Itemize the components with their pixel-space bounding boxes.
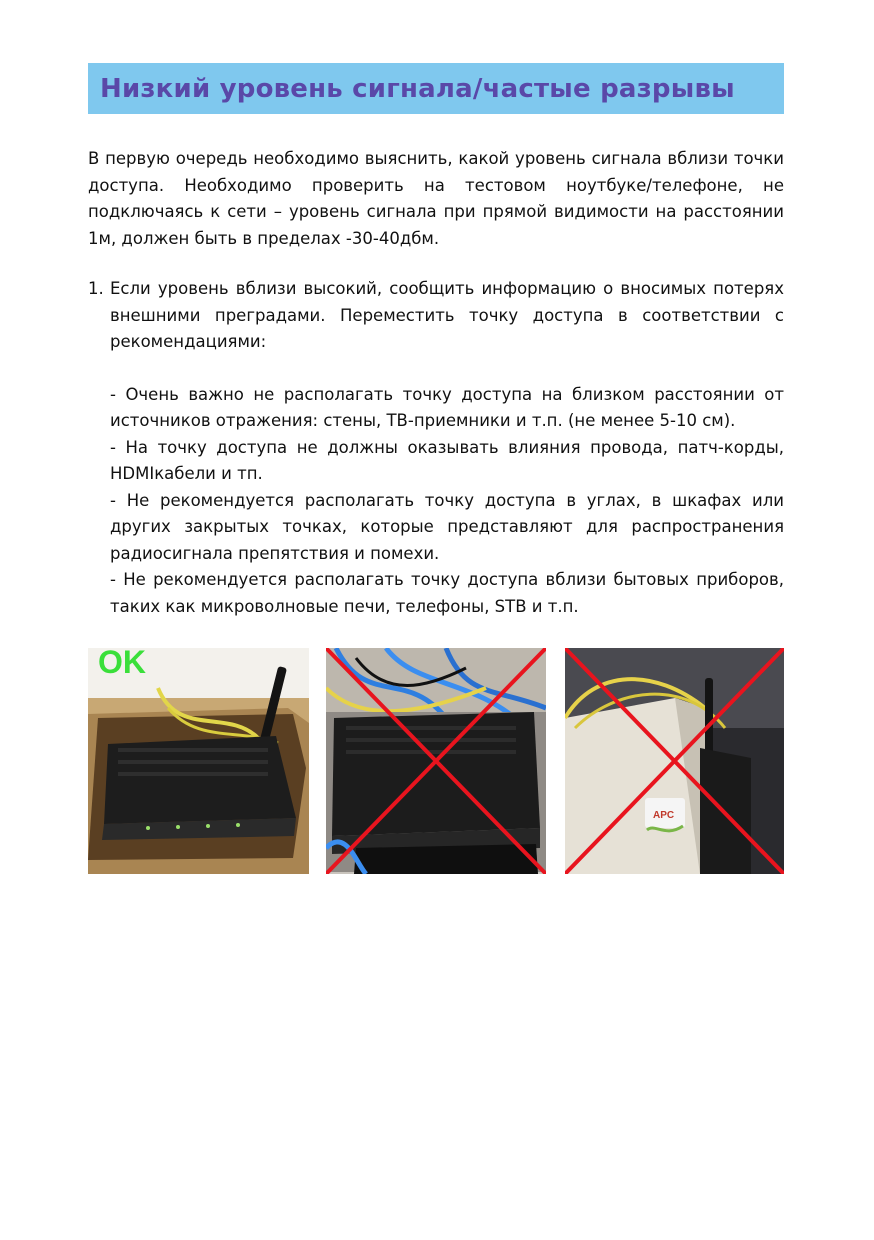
- intro-paragraph: В первую очередь необходимо выяснить, какой уровень сигнала вблизи точки доступа. Необходимо проверить на тестовом ноутбуке/телефоне, не подключаясь к сети – уровень сигнала при прямой видимости на расстоянии 1м, должен быть в пределах -30-40дбм.: [88, 149, 784, 248]
- recommendation-corners: - Не рекомендуется располагать точку доступа в углах, в шкафах или других закрытых точках, которые представляют для распространения радиосигнала препятствия и помехи.: [110, 490, 784, 563]
- svg-text:APC: APC: [653, 810, 675, 821]
- recommendation-reflection: - Очень важно не располагать точку доступа на близком расстоянии от источников отражения: стены, ТВ-приемники и т.п. (не менее 5-10 см).: [110, 384, 784, 430]
- list-item-text: Если уровень вблизи высокий, сообщить информацию о вносимых потерях внешними преградами. Переместить точку доступа в соответствии с рекомендациями:: [110, 279, 784, 351]
- list-item: [88, 276, 784, 356]
- heading-bar: [88, 63, 784, 114]
- router-ups-image: [565, 648, 784, 874]
- photo-correct-placement: [88, 648, 309, 874]
- router-cables-image: [326, 648, 546, 874]
- photo-near-appliance-bad: [565, 648, 784, 874]
- recommendations-list: [88, 276, 784, 620]
- recommendation-cables: - На точку доступа не должны оказывать влияния провода, патч-корды, HDMIкабели и тп.: [110, 437, 784, 483]
- ok-label: OK: [98, 648, 146, 680]
- photo-cables-bad: [326, 648, 546, 874]
- page-title: Низкий уровень сигнала/частые разрывы: [100, 73, 735, 104]
- router-ok-image: [88, 648, 309, 874]
- list-number: 1.: [88, 279, 104, 298]
- recommendation-appliances: - Не рекомендуется располагать точку доступа вблизи бытовых приборов, таких как микроволновые печи, телефоны, STB и т.п.: [110, 570, 784, 616]
